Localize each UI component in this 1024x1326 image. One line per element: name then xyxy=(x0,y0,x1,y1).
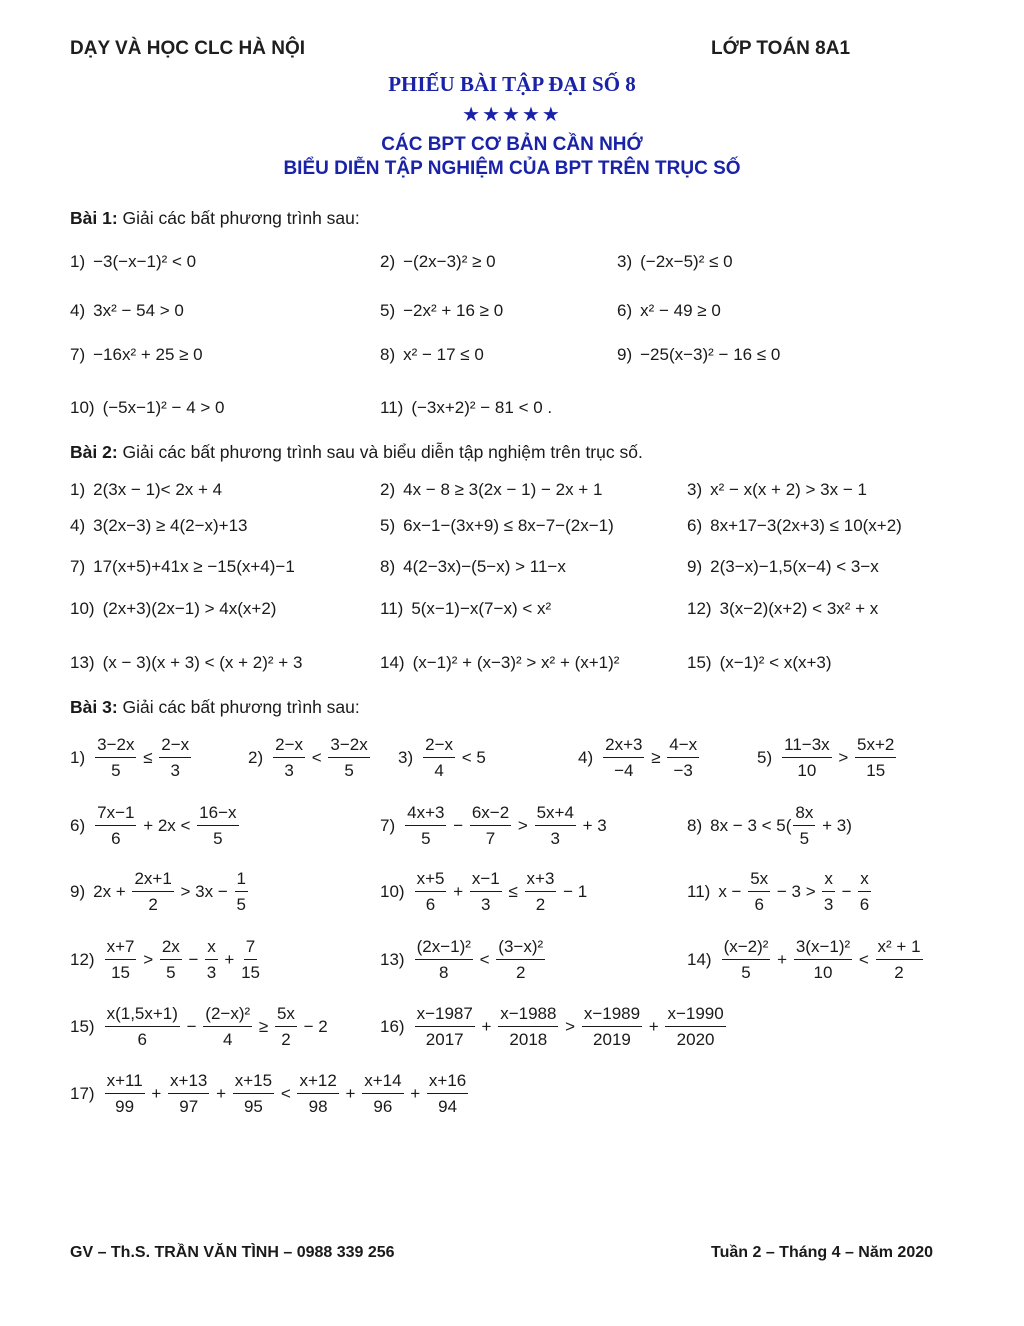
numerator: 4x+3 xyxy=(405,803,446,826)
inequality: 5(x−1)−x(7−x) < x² xyxy=(411,599,552,618)
expression-text: ≤ xyxy=(138,748,158,767)
numerator: x+14 xyxy=(362,1071,403,1094)
bai3-text: Giải các bất phương trình sau: xyxy=(122,697,360,717)
inequality: −2x² + 16 ≥ 0 xyxy=(403,301,504,320)
denominator: 5 xyxy=(213,829,223,848)
worksheet-title: PHIẾU BÀI TẬP ĐẠI SỐ 8 xyxy=(388,72,636,96)
numerator: 1 xyxy=(235,869,248,892)
numerator: x(1,5x+1) xyxy=(105,1004,180,1027)
numerator: x+16 xyxy=(427,1071,468,1094)
bai3-item-6 xyxy=(70,796,241,856)
fraction xyxy=(105,937,137,983)
fraction xyxy=(535,803,576,849)
denominator: 6 xyxy=(111,829,121,848)
fraction xyxy=(168,1071,209,1117)
inequality: (−3x+2)² − 81 < 0 . xyxy=(411,398,553,417)
item-number: 6) xyxy=(617,301,633,320)
expression-text: ≥ xyxy=(646,748,666,767)
numerator: x+7 xyxy=(105,937,137,960)
teacher-info: GV – Th.S. TRẦN VĂN TÌNH – 0988 339 256 xyxy=(70,1244,395,1261)
item-number: 10) xyxy=(70,599,95,618)
bai1-item-10 xyxy=(70,378,224,438)
inequality: (−2x−5)² ≤ 0 xyxy=(640,252,733,271)
bai3-item-16 xyxy=(380,997,728,1057)
bai3-item-11 xyxy=(687,862,873,922)
numerator: 3−2x xyxy=(328,735,369,758)
expression-text: − xyxy=(448,816,468,835)
star-rating: ★★★★★ xyxy=(462,102,562,126)
expression-text: − 3 > xyxy=(772,882,821,901)
numerator: x+11 xyxy=(105,1071,145,1094)
item-number: 9) xyxy=(687,557,703,576)
item-number: 6) xyxy=(70,816,86,835)
denominator: 15 xyxy=(111,963,130,982)
denominator: 5 xyxy=(111,761,121,780)
denominator: 94 xyxy=(438,1097,458,1116)
item-number: 11) xyxy=(380,398,404,417)
bai2-label: Bài 2: xyxy=(70,442,118,462)
denominator: 5 xyxy=(344,761,354,780)
bai3-item-14 xyxy=(687,930,925,990)
fraction xyxy=(603,735,644,781)
item-number: 3) xyxy=(617,252,633,271)
numerator: 5x xyxy=(275,1004,297,1027)
fraction xyxy=(132,869,173,915)
fraction xyxy=(748,869,770,915)
fraction xyxy=(415,869,447,915)
fraction xyxy=(665,1004,725,1050)
numerator: x xyxy=(858,869,871,892)
denominator: 95 xyxy=(243,1097,263,1116)
expression-text: > xyxy=(833,748,854,767)
fraction xyxy=(197,803,238,849)
item-number: 5) xyxy=(757,748,773,767)
denominator: 5 xyxy=(421,829,431,848)
numerator: x+3 xyxy=(525,869,557,892)
bai3-item-8 xyxy=(687,796,852,856)
fraction xyxy=(203,1004,252,1050)
numerator: 4−x xyxy=(667,735,699,758)
numerator: 8x xyxy=(793,803,815,826)
item-number: 4) xyxy=(70,516,86,535)
inequality: (−5x−1)² − 4 > 0 xyxy=(102,398,225,417)
inequality: (x−1)² + (x−3)² > x² + (x+1)² xyxy=(412,653,620,672)
denominator: 2 xyxy=(515,963,526,982)
fraction xyxy=(793,803,815,849)
expression-text: + xyxy=(146,1084,167,1103)
item-number: 2) xyxy=(380,252,396,271)
fraction xyxy=(273,735,305,781)
item-number: 1) xyxy=(70,252,86,271)
date-info: Tuần 2 – Tháng 4 – Năm 2020 xyxy=(711,1244,934,1261)
class-name: LỚP TOÁN 8A1 xyxy=(711,38,851,59)
fraction xyxy=(95,803,136,849)
fraction xyxy=(855,735,896,781)
inequality: 3x² − 54 > 0 xyxy=(93,301,184,320)
bai3-item-17 xyxy=(70,1064,470,1124)
item-number: 1) xyxy=(70,480,86,499)
bai3-item-15 xyxy=(70,997,328,1057)
expression-text: x − xyxy=(718,882,747,901)
numerator: 16−x xyxy=(197,803,238,826)
numerator: x−1989 xyxy=(582,1004,642,1027)
expression-text: ≤ xyxy=(503,882,523,901)
fraction xyxy=(159,735,191,781)
subtitle-1: CÁC BPT CƠ BẢN CẦN NHỚ xyxy=(381,134,643,155)
expression-text: 8x − 3 < 5( xyxy=(710,816,792,835)
denominator: 15 xyxy=(241,963,260,982)
denominator: 96 xyxy=(373,1097,393,1116)
item-number: 4) xyxy=(70,301,86,320)
numerator: (x−2)² xyxy=(722,937,771,960)
denominator: 5 xyxy=(166,963,176,982)
inequality: x² − x(x + 2) > 3x − 1 xyxy=(710,480,867,499)
numerator: x² + 1 xyxy=(876,937,923,960)
inequality: 3(2x−3) ≥ 4(2−x)+13 xyxy=(93,516,248,535)
fraction xyxy=(105,1071,145,1117)
bai3-heading xyxy=(70,697,360,718)
item-number: 5) xyxy=(380,301,396,320)
inequality: (x−1)² < x(x+3) xyxy=(719,653,832,672)
expression-text: − xyxy=(181,1017,202,1036)
fraction xyxy=(160,937,182,983)
item-number: 11) xyxy=(687,882,711,901)
item-number: 9) xyxy=(70,882,86,901)
bai1-item-7 xyxy=(70,325,203,385)
expression-text: + xyxy=(211,1084,231,1103)
expression-text: + 2x < xyxy=(138,816,196,835)
numerator: 3(x−1)² xyxy=(794,937,852,960)
item-number: 7) xyxy=(380,816,396,835)
expression-text: < xyxy=(276,1084,296,1103)
fraction xyxy=(582,1004,642,1050)
bai3-item-10 xyxy=(380,862,587,922)
denominator: 97 xyxy=(179,1097,199,1116)
bai3-item-3 xyxy=(398,728,486,788)
expression-text: < xyxy=(474,950,495,969)
fraction xyxy=(241,937,260,983)
fraction xyxy=(427,1071,468,1117)
item-number: 12) xyxy=(70,950,95,969)
item-number: 7) xyxy=(70,557,86,576)
inequality: x² − 49 ≥ 0 xyxy=(640,301,721,320)
fraction xyxy=(405,803,446,849)
denominator: 8 xyxy=(439,963,449,982)
denominator: 4 xyxy=(434,761,444,780)
numerator: 2−x xyxy=(159,735,191,758)
denominator: 4 xyxy=(223,1030,233,1049)
school-name: DẠY VÀ HỌC CLC HÀ NỘI xyxy=(70,38,306,59)
inequality: 3(x−2)(x+2) < 3x² + x xyxy=(719,599,879,618)
fraction xyxy=(235,869,248,915)
inequality: x² − 17 ≤ 0 xyxy=(403,345,484,364)
numerator: 5x+2 xyxy=(855,735,896,758)
expression-text: + xyxy=(219,950,240,969)
denominator: 98 xyxy=(308,1097,328,1116)
inequality: 17(x+5)+41x ≥ −15(x+4)−1 xyxy=(93,557,295,576)
numerator: x+15 xyxy=(233,1071,274,1094)
numerator: 3−2x xyxy=(95,735,136,758)
fraction xyxy=(525,869,557,915)
inequality: 4(2−3x)−(5−x) > 11−x xyxy=(403,557,566,576)
inequality: 6x−1−(3x+9) ≤ 8x−7−(2x−1) xyxy=(403,516,614,535)
numerator: 5x+4 xyxy=(535,803,576,826)
numerator: 2x+1 xyxy=(132,869,173,892)
subtitle-2: BIỂU DIỄN TẬP NGHIỆM CỦA BPT TRÊN TRỤC SỐ xyxy=(283,158,741,179)
expression-text: − xyxy=(183,950,204,969)
numerator: x+5 xyxy=(415,869,447,892)
item-number: 3) xyxy=(687,480,703,499)
denominator: 99 xyxy=(115,1097,135,1116)
denominator: 3 xyxy=(550,829,560,848)
expression-text: > xyxy=(138,950,158,969)
inequality: 2(3−x)−1,5(x−4) < 3−x xyxy=(710,557,879,576)
expression-text: > xyxy=(560,1017,580,1036)
fraction xyxy=(496,937,545,983)
denominator: 2020 xyxy=(676,1030,715,1049)
fraction xyxy=(415,1004,475,1050)
inequality: −(2x−3)² ≥ 0 xyxy=(403,252,496,271)
inequality: −16x² + 25 ≥ 0 xyxy=(93,345,203,364)
bai2-item-15 xyxy=(687,633,832,693)
inequality: −3(−x−1)² < 0 xyxy=(93,252,197,271)
denominator: 6 xyxy=(859,895,870,914)
inequality: −25(x−3)² − 16 ≤ 0 xyxy=(640,345,781,364)
denominator: 5 xyxy=(741,963,751,982)
fraction xyxy=(822,869,835,915)
fraction xyxy=(362,1071,403,1117)
item-number: 10) xyxy=(70,398,95,417)
expression-text: < xyxy=(854,950,874,969)
item-number: 6) xyxy=(687,516,703,535)
denominator: 3 xyxy=(481,895,491,914)
denominator: 6 xyxy=(137,1030,147,1049)
item-number: 4) xyxy=(578,748,594,767)
item-number: 11) xyxy=(380,599,404,618)
fraction xyxy=(205,937,218,983)
fraction xyxy=(667,735,699,781)
item-number: 15) xyxy=(687,653,712,672)
item-number: 14) xyxy=(687,950,712,969)
item-number: 3) xyxy=(398,748,414,767)
bai3-item-7 xyxy=(380,796,607,856)
bai1-item-11 xyxy=(380,378,552,438)
item-number: 13) xyxy=(380,950,405,969)
bai3-item-1 xyxy=(70,728,193,788)
fraction xyxy=(498,1004,558,1050)
fraction xyxy=(105,1004,180,1050)
fraction xyxy=(722,937,771,983)
bai1-label: Bài 1: xyxy=(70,208,118,228)
inequality: 4x − 8 ≥ 3(2x − 1) − 2x + 1 xyxy=(403,480,603,499)
denominator: 7 xyxy=(485,829,496,848)
numerator: 11−3x xyxy=(782,735,832,758)
numerator: 7 xyxy=(244,937,257,960)
denominator: 3 xyxy=(170,761,180,780)
numerator: 2−x xyxy=(423,735,455,758)
fraction xyxy=(858,869,871,915)
numerator: 6x−2 xyxy=(470,803,511,826)
inequality: (2x+3)(2x−1) > 4x(x+2) xyxy=(102,599,277,618)
expression-text: − 2 xyxy=(298,1017,328,1036)
numerator: 2x+3 xyxy=(603,735,644,758)
bai3-item-2 xyxy=(248,728,372,788)
numerator: 2x xyxy=(160,937,182,960)
denominator: 10 xyxy=(813,963,833,982)
denominator: 15 xyxy=(866,761,886,780)
item-number: 8) xyxy=(687,816,703,835)
expression-text: < 5 xyxy=(457,748,486,767)
numerator: (2−x)² xyxy=(203,1004,252,1027)
expression-text: 2x + xyxy=(93,882,131,901)
bai2-text: Giải các bất phương trình sau và biểu diễn tập nghiệm trên trục số. xyxy=(122,442,643,462)
expression-text: + 3 xyxy=(577,816,607,835)
item-number: 5) xyxy=(380,516,396,535)
item-number: 12) xyxy=(687,599,712,618)
expression-text: + xyxy=(340,1084,361,1103)
expression-text: + xyxy=(476,1017,497,1036)
fraction xyxy=(470,803,511,849)
bai3-item-12 xyxy=(70,930,262,990)
denominator: 2018 xyxy=(509,1030,548,1049)
fraction xyxy=(782,735,832,781)
numerator: 7x−1 xyxy=(95,803,136,826)
fraction xyxy=(876,937,923,983)
numerator: (3−x)² xyxy=(496,937,545,960)
expression-text: ≥ xyxy=(254,1017,273,1036)
fraction xyxy=(275,1004,297,1050)
fraction xyxy=(233,1071,274,1117)
bai1-text: Giải các bất phương trình sau: xyxy=(122,208,360,228)
denominator: 3 xyxy=(206,963,217,982)
expression-text: > 3x − xyxy=(175,882,233,901)
numerator: x−1987 xyxy=(415,1004,475,1027)
denominator: 2 xyxy=(535,895,546,914)
bai3-item-5 xyxy=(757,728,898,788)
expression-text: > xyxy=(513,816,533,835)
item-number: 9) xyxy=(617,345,633,364)
item-number: 15) xyxy=(70,1017,95,1036)
expression-text: + xyxy=(405,1084,425,1103)
denominator: 10 xyxy=(797,761,817,780)
item-number: 13) xyxy=(70,653,95,672)
denominator: 2 xyxy=(894,963,904,982)
numerator: x+12 xyxy=(297,1071,338,1094)
denominator: 2017 xyxy=(425,1030,464,1049)
denominator: −4 xyxy=(614,761,634,780)
denominator: 2 xyxy=(281,1030,291,1049)
denominator: 5 xyxy=(799,829,810,848)
item-number: 1) xyxy=(70,748,86,767)
bai1-heading xyxy=(70,208,360,229)
bai2-item-12 xyxy=(687,579,878,639)
fraction xyxy=(423,735,455,781)
numerator: x xyxy=(205,937,218,960)
item-number: 8) xyxy=(380,557,396,576)
item-number: 16) xyxy=(380,1017,405,1036)
fraction xyxy=(95,735,136,781)
denominator: 2019 xyxy=(593,1030,631,1049)
item-number: 17) xyxy=(70,1084,95,1103)
numerator: x−1990 xyxy=(665,1004,725,1027)
bai2-item-13 xyxy=(70,633,302,693)
expression-text: + xyxy=(448,882,468,901)
numerator: x−1988 xyxy=(498,1004,558,1027)
inequality: 8x+17−3(2x+3) ≤ 10(x+2) xyxy=(710,516,902,535)
fraction xyxy=(297,1071,338,1117)
expression-text: + 3) xyxy=(817,816,852,835)
bai2-item-14 xyxy=(380,633,619,693)
numerator: (2x−1)² xyxy=(415,937,473,960)
expression-text: − xyxy=(836,882,857,901)
numerator: 2−x xyxy=(273,735,305,758)
fraction xyxy=(415,937,473,983)
denominator: 6 xyxy=(754,895,764,914)
item-number: 14) xyxy=(380,653,405,672)
item-number: 2) xyxy=(248,748,264,767)
denominator: −3 xyxy=(673,761,693,780)
inequality: (x − 3)(x + 3) < (x + 2)² + 3 xyxy=(102,653,303,672)
bai2-item-11 xyxy=(380,579,551,639)
denominator: 3 xyxy=(823,895,834,914)
denominator: 2 xyxy=(148,895,158,914)
bai3-label: Bài 3: xyxy=(70,697,118,717)
expression-text: < xyxy=(307,748,327,767)
expression-text: + xyxy=(772,950,792,969)
bai2-item-10 xyxy=(70,579,276,639)
numerator: x+13 xyxy=(168,1071,209,1094)
bai1-item-9 xyxy=(617,325,780,385)
numerator: 5x xyxy=(748,869,770,892)
bai3-item-9 xyxy=(70,862,250,922)
bai3-item-4 xyxy=(578,728,701,788)
fraction xyxy=(328,735,369,781)
item-number: 8) xyxy=(380,345,396,364)
fraction xyxy=(470,869,502,915)
expression-text: + xyxy=(644,1017,664,1036)
item-number: 10) xyxy=(380,882,405,901)
denominator: 5 xyxy=(236,895,246,914)
inequality: 2(3x − 1)< 2x + 4 xyxy=(93,480,223,499)
numerator: x xyxy=(822,869,835,892)
fraction xyxy=(794,937,852,983)
denominator: 6 xyxy=(425,895,436,914)
item-number: 2) xyxy=(380,480,396,499)
numerator: x−1 xyxy=(470,869,502,892)
expression-text: − 1 xyxy=(558,882,588,901)
bai3-item-13 xyxy=(380,930,547,990)
bai1-item-8 xyxy=(380,325,484,385)
denominator: 3 xyxy=(284,761,294,780)
item-number: 7) xyxy=(70,345,86,364)
